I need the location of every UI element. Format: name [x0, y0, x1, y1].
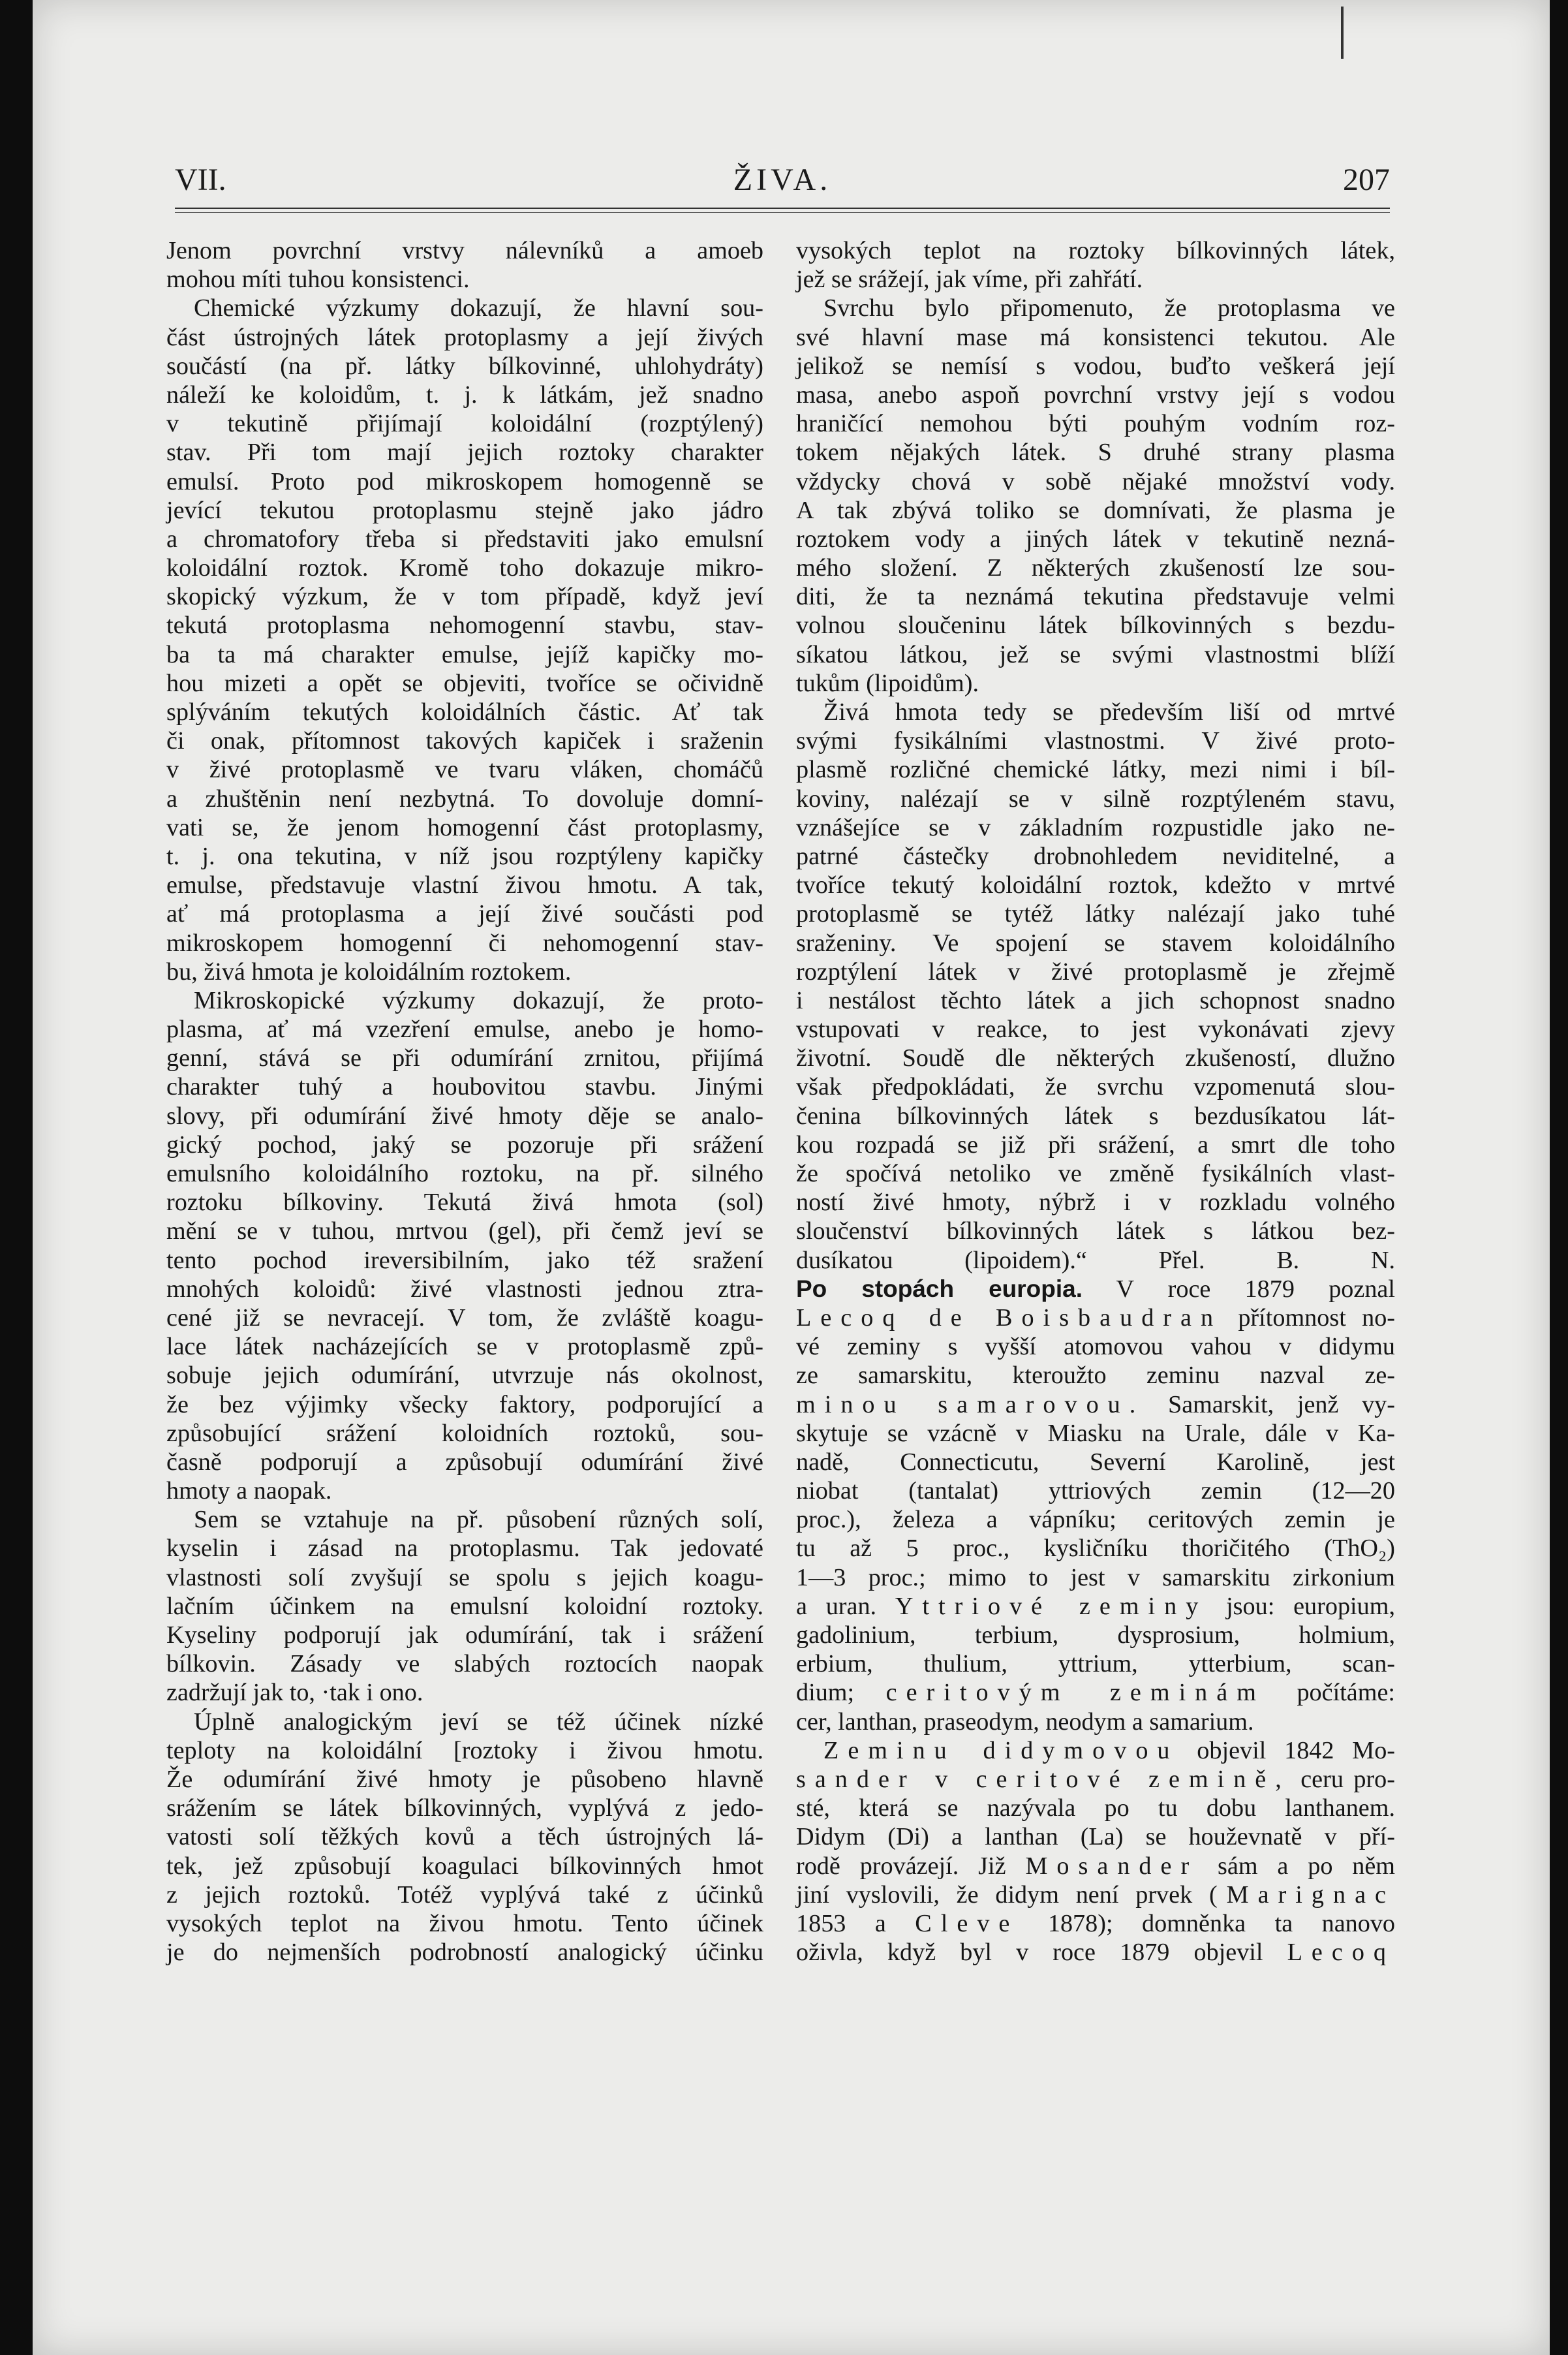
- text-line: roztoku bílkoviny. Tekutá živá hmota (sol): [166, 1189, 763, 1217]
- spaced-emphasis: Zeminu didymovou: [823, 1736, 1179, 1764]
- page-number: 207: [1343, 163, 1390, 197]
- running-header: [175, 162, 1390, 208]
- text-line: sté, která se nazývala po tu dobu lanthanem.: [796, 1794, 1395, 1822]
- text-line: t. j. ona tekutina, v níž jsou rozptýleny kapičky: [166, 842, 763, 870]
- text-line: vysokých teplot na živou hmotu. Tento účinek: [166, 1909, 763, 1937]
- text-line: lačním účinkem na emulsní koloidní roztoky.: [166, 1592, 763, 1620]
- spaced-emphasis: Lecoq: [1287, 1939, 1396, 1967]
- text-line: [796, 1390, 1395, 1419]
- spaced-emphasis: Yttriové zeminy: [895, 1592, 1208, 1620]
- text-line: tek, jež způsobují koagulaci bílkovinných hmot: [166, 1852, 763, 1880]
- text-line: koloidální roztok. Kromě toho dokazuje mikro-: [166, 554, 763, 582]
- volume-number: VII.: [175, 163, 226, 197]
- text-line: sloučenství bílkovinných látek s látkou bez-: [796, 1217, 1395, 1245]
- spaced-emphasis: Lecoq de Boisbaudran: [796, 1303, 1223, 1332]
- spaced-emphasis: Cleve: [915, 1909, 1019, 1937]
- text-line: [796, 1852, 1395, 1880]
- text-line: masa, anebo aspoň povrchní vrstvy její s vodou: [796, 381, 1395, 409]
- text-line: 1—3 proc.; mimo to jest v samarskitu zirkonium: [796, 1563, 1395, 1591]
- text-line: ať má protoplasma a její živé součásti pod: [166, 900, 763, 928]
- text-line: či onak, přítomnost takových kapiček i sraženin: [166, 727, 763, 755]
- text-line: slovy, při odumírání živé hmoty děje se analo-: [166, 1102, 763, 1130]
- text-line: [796, 1275, 1395, 1303]
- text-line: plasmě rozličné chemické látky, mezi nimi i bíl-: [796, 756, 1395, 784]
- text-line: jelikož se nemísí s vodou, buďto veškerá její: [796, 352, 1395, 380]
- text-line: sraženiny. Ve spojení se stavem koloidálního: [796, 929, 1395, 957]
- text-line: mnohých koloidů: živé vlastnosti jednou ztra-: [166, 1275, 763, 1303]
- line-text-before: rodě provázejí. Již: [796, 1852, 1006, 1880]
- text-line: volnou sloučeninu látek bílkovinných s bezdu-: [796, 612, 1395, 640]
- text-line: tokem nějakých látek. S druhé strany plasma: [796, 439, 1395, 467]
- text-line: ností živé hmoty, nýbrž i v rozkladu volného: [796, 1189, 1395, 1217]
- text-line: [796, 1765, 1395, 1794]
- text-line: dusíkatou (lipoidem).“ Přel. B. N.: [796, 1246, 1395, 1274]
- text-line: vstupovati v reakce, to jest vykonávati zjevy: [796, 1016, 1395, 1044]
- text-line: časně podporují a způsobují odumírání živé: [166, 1448, 763, 1476]
- text-line: jevící tekutou protoplasmu stejně jako jádro: [166, 496, 763, 524]
- text-line: A tak zbývá toliko se domnívati, že plasma je: [796, 496, 1395, 524]
- text-line: plasma, ať má vzezření emulse, anebo je homo-: [166, 1016, 763, 1044]
- text-line: sobuje jejich odumírání, utvrzuje nás okolnost,: [166, 1362, 763, 1390]
- text-line: koviny, nalézají se v silně rozptýleném stavu,: [796, 785, 1395, 813]
- text-line: diti, že ta neznámá tekutina představuje velmi: [796, 583, 1395, 611]
- text-line: emulsí. Proto pod mikroskopem homogenně se: [166, 467, 763, 495]
- text-line: protoplasmě se tytéž látky nalézají jako tuhé: [796, 900, 1395, 928]
- text-line: vatosti solí těžkých kovů a těch ústrojných lá-: [166, 1823, 763, 1851]
- text-line: kyselin i zásad na protoplasmu. Tak jedovaté: [166, 1535, 763, 1563]
- line-text-after: Samarskit, jenž vy-: [1167, 1390, 1395, 1418]
- text-line: mění se v tuhou, mrtvou (gel), při čemž jeví se: [166, 1217, 763, 1245]
- text-line: [796, 1909, 1395, 1938]
- spaced-emphasis: sander v ceritové zemině,: [796, 1765, 1291, 1793]
- line-text-after: ceru pro-: [1300, 1765, 1395, 1793]
- text-line: je do nejmenších podrobností analogický účinku: [166, 1939, 763, 1967]
- text-line: ze samarskitu, kteroužto zeminu nazval ze-: [796, 1362, 1395, 1390]
- text-line: Živá hmota tedy se především liší od mrtvé: [823, 698, 1395, 726]
- text-line: v živé protoplasmě ve tvaru vláken, chomáčů: [166, 756, 763, 784]
- text-line: emulse, představuje vlastní živou hmotu. A tak,: [166, 871, 763, 899]
- text-line: část ústrojných látek protoplasmy a její živých: [166, 323, 763, 351]
- text-line: Mikroskopické výzkumy dokazují, že proto-: [194, 986, 763, 1014]
- text-line: [796, 1938, 1395, 1967]
- text-line: bílkovin. Zásady ve slabých roztocích naopak: [166, 1650, 763, 1678]
- spaced-emphasis: (Marignac: [1208, 1880, 1396, 1909]
- text-line: hraničící nemohou býti pouhým vodním roz-: [796, 410, 1395, 438]
- text-line: vati se, že jenom homogenní část protoplasmy,: [166, 813, 763, 841]
- text-line: rozptýlení látek v živé protoplasmě je zřejmě: [796, 958, 1395, 986]
- text-line: skopický výzkum, že v tom případě, když jeví: [166, 583, 763, 611]
- text-line: skytuje se vzácně v Miasku na Urale, dále v Ka-: [796, 1419, 1395, 1447]
- text-line: Kyseliny podporují jak odumírání, tak i srážení: [166, 1621, 763, 1649]
- text-line: čenina bílkovinných látek s bezdusíkatou lát-: [796, 1102, 1395, 1130]
- text-line: [796, 1880, 1395, 1909]
- text-line: nadě, Connecticutu, Severní Karolině, jest: [796, 1448, 1395, 1476]
- line-text-after: počítáme:: [1297, 1679, 1396, 1707]
- spaced-emphasis: Mosander: [1025, 1852, 1199, 1880]
- text-line: splýváním tekutých koloidálních částic. Ať tak: [166, 698, 763, 726]
- text-line: v tekutině přijímají koloidální (rozptýlený): [166, 410, 763, 438]
- text-line: z jejich roztoků. Totéž vyplývá také z účinků: [166, 1880, 763, 1909]
- text-line: hou mizeti a opět se objeviti, tvoříce se očividně: [166, 669, 763, 697]
- text-line: způsobující srážení koloidních roztoků, sou-: [166, 1419, 763, 1447]
- text-line: zadržují jak to, ·tak i ono.: [166, 1679, 423, 1707]
- text-line: tu až 5 proc., kysličníku thoričitého (ThO₂): [796, 1535, 1395, 1563]
- text-line: patrné částečky drobnohledem neviditelné, a: [796, 842, 1395, 870]
- text-line: lace látek nacházejících se v protoplasmě způ-: [166, 1333, 763, 1361]
- line-text-after: 1878); domněnka ta nanovo: [1047, 1909, 1396, 1937]
- text-line: Didym (Di) a lanthan (La) se houževnatě v pří-: [796, 1823, 1395, 1851]
- line-text-after: přítomnost no-: [1238, 1303, 1395, 1332]
- left-column: [166, 236, 763, 1967]
- text-line: [796, 1303, 1395, 1332]
- scan-mark: [1341, 7, 1344, 59]
- text-line: proc.), železa a vápníku; ceritových zemin je: [796, 1506, 1395, 1534]
- text-line: životní. Soudě dle některých zkušeností, dlužno: [796, 1044, 1395, 1072]
- text-line: že bez výjimky všecky faktory, podporující a: [166, 1390, 763, 1418]
- text-line: cené již se nevracejí. V tom, že zvláště koagu-: [166, 1303, 763, 1332]
- spaced-emphasis: ceritovým zeminám: [885, 1679, 1265, 1707]
- spaced-emphasis: minou samarovou.: [796, 1390, 1145, 1418]
- text-line: však předpokládati, že svrchu vzpomenutá slou-: [796, 1073, 1395, 1101]
- text-line: vé zeminy s vyšší atomovou vahou v didymu: [796, 1333, 1395, 1361]
- text-line: tento pochod ireversibilním, jako též sražení: [166, 1246, 763, 1274]
- text-line: vlastnosti solí zvyšují se spolu s jejich koagu-: [166, 1563, 763, 1591]
- text-line: tvoříce tekutý koloidální roztok, kdežto v mrtvé: [796, 871, 1395, 899]
- line-text-before: 1853 a: [796, 1909, 886, 1937]
- section-heading: Po stopách europia.: [796, 1275, 1083, 1302]
- line-text-after: jsou: europium,: [1226, 1592, 1395, 1620]
- line-text-after: V roce 1879 poznal: [1116, 1275, 1395, 1303]
- journal-title: ŽIVA.: [733, 163, 832, 197]
- text-line: emulsního koloidálního roztoku, na př. silného: [166, 1160, 763, 1187]
- text-line: gický pochod, jaký se pozoruje při srážení: [166, 1131, 763, 1159]
- text-line: mikroskopem homogenní či nehomogenní stav-: [166, 929, 763, 957]
- text-line: stav. Při tom mají jejich roztoky charakter: [166, 439, 763, 467]
- text-line: niobat (tantalat) yttriových zemin (12—20: [796, 1477, 1395, 1505]
- header-rule: [175, 208, 1390, 213]
- text-line: tukům (lipoidům).: [796, 669, 979, 697]
- text-line: součástí (na př. látky bílkovinné, uhlohydráty): [166, 352, 763, 380]
- text-line: náleží ke koloidům, t. j. k látkám, jež snadno: [166, 381, 763, 409]
- text-line: erbium, thulium, yttrium, ytterbium, scan-: [796, 1650, 1395, 1678]
- text-line: charakter tuhý a houbovitou stavbu. Jinými: [166, 1073, 763, 1101]
- text-line: a chromatofory třeba si představiti jako emulsní: [166, 525, 763, 553]
- text-line: [796, 1678, 1395, 1707]
- text-line: jež se srážejí, jak víme, při zahřátí.: [796, 266, 1143, 294]
- line-text-before: dium;: [796, 1679, 855, 1707]
- text-line: genní, stává se při odumírání zrnitou, přijímá: [166, 1044, 763, 1072]
- text-line: [796, 1592, 1395, 1621]
- text-line: své hlavní mase má konsistenci tekutou. Ale: [796, 323, 1395, 351]
- text-line: bu, živá hmota je koloidálním roztokem.: [166, 958, 572, 986]
- text-line: Úplně analogickým jeví se též účinek nízké: [194, 1708, 763, 1736]
- text-line: Jenom povrchní vrstvy nálevníků a amoeb: [166, 237, 763, 264]
- text-line: Chemické výzkumy dokazují, že hlavní sou-: [194, 294, 763, 322]
- text-line: Svrchu bylo připomenuto, že protoplasma ve: [823, 294, 1395, 322]
- text-line: vždycky chová v sobě nějaké množství vody.: [796, 467, 1395, 495]
- text-line: ba ta má charakter emulse, jejíž kapičky mo-: [166, 640, 763, 668]
- text-line: vznášejíce se v základním rozpustidle jako ne-: [796, 813, 1395, 841]
- text-line: mohou míti tuhou konsistenci.: [166, 266, 470, 294]
- text-line: teploty na koloidální [roztoky i živou hmotu.: [166, 1736, 763, 1764]
- text-line: srážením se látek bílkovinných, vyplývá z jedo-: [166, 1794, 763, 1822]
- line-text-before: a uran.: [796, 1592, 877, 1620]
- text-line: gadolinium, terbium, dysprosium, holmium,: [796, 1621, 1395, 1649]
- text-line: [796, 1736, 1395, 1765]
- text-line: roztokem vody a jiných látek v tekutině nezná-: [796, 525, 1395, 553]
- text-line: svými fysikálními vlastnostmi. V živé proto-: [796, 727, 1395, 755]
- text-line: a zhuštěnin není nezbytná. To dovoluje domní-: [166, 785, 763, 813]
- journal-page: [33, 0, 1550, 2355]
- line-text-after: objevil 1842 Mo-: [1197, 1736, 1396, 1764]
- text-line: tekutá protoplasma nehomogenní stavbu, stav-: [166, 612, 763, 640]
- text-line: Sem se vztahuje na př. působení různých solí,: [194, 1506, 763, 1534]
- text-line: kou rozpadá se již při srážení, a smrt dle toho: [796, 1131, 1395, 1159]
- line-text-before: oživla, když byl v roce 1879 objevil: [796, 1939, 1263, 1967]
- text-line: hmoty a naopak.: [166, 1477, 332, 1505]
- text-line: síkatou látkou, jež se svými vlastnostmi blíží: [796, 640, 1395, 668]
- text-line: mého složení. Z některých zkušeností lze sou-: [796, 554, 1395, 582]
- line-text-before: jiní vyslovili, že didym není prvek: [796, 1880, 1193, 1909]
- text-line: i nestálost těchto látek a jich schopnost snadno: [796, 986, 1395, 1014]
- text-line: vysokých teplot na roztoky bílkovinných látek,: [796, 237, 1395, 264]
- text-line: Že odumírání živé hmoty je působeno hlavně: [166, 1765, 763, 1793]
- text-line: cer, lanthan, praseodym, neodym a samarium.: [796, 1708, 1254, 1736]
- right-column: [796, 236, 1395, 1967]
- line-text-after: sám a po něm: [1218, 1852, 1396, 1880]
- text-line: že spočívá netoliko ve změně fysikálních vlast-: [796, 1160, 1395, 1187]
